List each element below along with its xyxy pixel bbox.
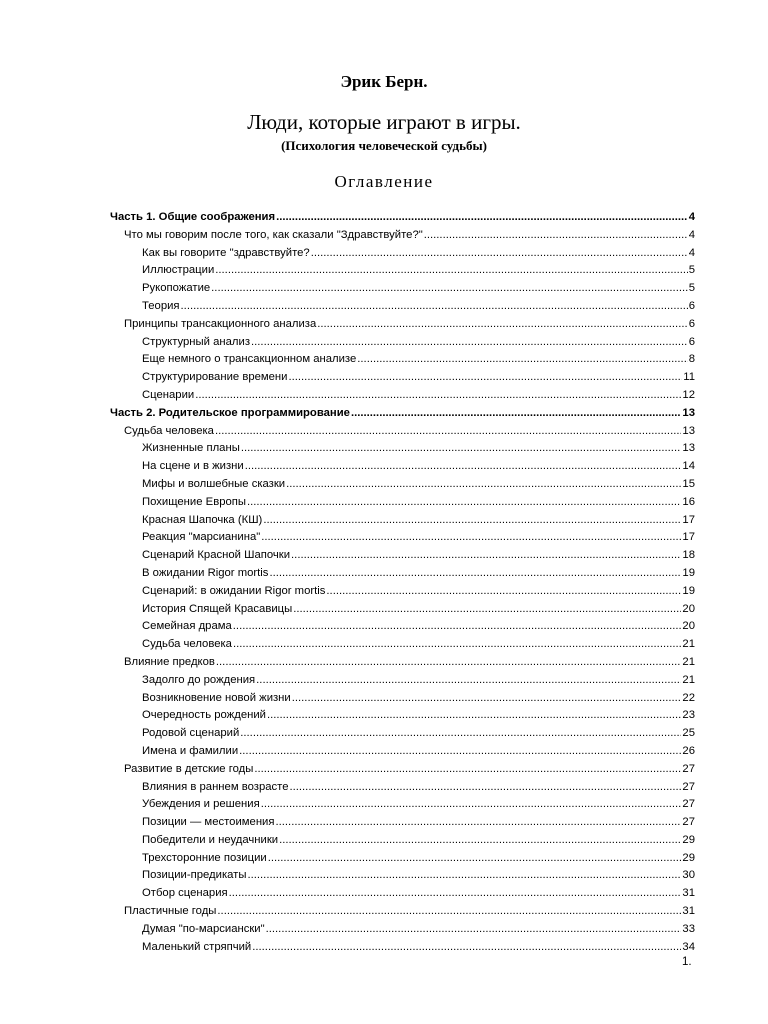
toc-entry-title: Еще немного о трансакционном анализе [142,353,357,366]
toc-entry-title: Семейная драма [142,620,232,633]
toc-entry-title: Родовой сценарий [142,727,240,740]
toc-dot-leader [239,743,681,761]
toc-entry-page: 29 [682,833,695,846]
toc-entry[interactable] [110,387,695,405]
toc-entry-title: Позиции — местоимения [142,816,275,829]
toc-heading: Оглавление [334,172,434,191]
toc-entry-title: Убеждения и решения [142,798,260,811]
toc-dot-leader [263,512,681,530]
toc-entry-page: 13 [682,442,695,455]
toc-entry[interactable] [110,334,695,352]
toc-entry-page: 19 [682,566,695,579]
toc-entry-page: 20 [682,620,695,633]
toc-dot-leader [267,707,681,725]
toc-entry-title: Принципы трансакционного анализа [124,317,317,330]
toc-dot-leader [229,885,682,903]
toc-dot-leader [276,209,688,227]
toc-dot-leader [261,796,682,814]
toc-dot-leader [293,601,681,619]
toc-entry-page: 14 [682,460,695,473]
toc-entry[interactable] [110,298,695,316]
toc-entry-title: Трехсторонние позиции [142,851,267,864]
toc-entry-page: 12 [682,388,695,401]
toc-entry[interactable] [110,601,695,619]
toc-entry-page: 21 [682,655,695,668]
toc-entry-page: 26 [682,744,695,757]
toc-dot-leader [326,583,681,601]
toc-entry[interactable] [110,885,695,903]
toc-entry-page: 4 [688,228,695,241]
toc-dot-leader [247,867,681,885]
toc-entry[interactable] [110,245,695,263]
toc-entry[interactable] [110,529,695,547]
toc-entry-page: 8 [688,353,695,366]
toc-dot-leader [215,423,681,441]
toc-entry-page: 34 [682,940,695,953]
toc-dot-leader [266,921,682,939]
toc-entry-title: Возникновение новой жизни [142,691,291,704]
toc-entry-page: 19 [682,584,695,597]
toc-entry-page: 18 [682,549,695,562]
toc-entry-title: Маленький стряпчий [142,940,252,953]
toc-entry-title: Очередность рождений [142,709,266,722]
toc-entry-page: 27 [682,816,695,829]
toc-entry[interactable] [110,351,695,369]
toc-entry[interactable] [110,725,695,743]
toc-dot-leader [241,440,682,458]
toc-entry-title: Мифы и волшебные сказки [142,477,286,490]
toc-entry-page: 15 [682,477,695,490]
toc-entry-page: 5 [688,264,695,277]
toc-entry-title: Сценарий: в ожидании Rigor mortis [142,584,326,597]
toc-entry-page: 13 [682,424,695,437]
toc-entry-title: Иллюстрации [142,264,215,277]
toc-entry-title: Задолго до рождения [142,673,256,686]
toc-dot-leader [256,672,681,690]
toc-entry-title: Похищение Европы [142,495,246,508]
toc-dot-leader [288,369,682,387]
toc-entry[interactable] [110,903,695,921]
toc-entry-title: Часть 2. Родительское программирование [110,406,350,419]
toc-dot-leader [217,903,681,921]
toc-entry[interactable] [110,921,695,939]
toc-entry-page: 30 [682,869,695,882]
toc-entry-title: Сценарий Красной Шапочки [142,549,291,562]
toc-entry[interactable] [110,743,695,761]
toc-dot-leader [195,387,681,405]
toc-dot-leader [233,636,681,654]
toc-entry-page: 21 [682,673,695,686]
book-subtitle: (Психология человеческой судьбы) [281,138,487,153]
toc-entry[interactable] [110,512,695,530]
toc-dot-leader [279,832,681,850]
toc-entry-page: 23 [682,709,695,722]
toc-entry[interactable] [110,690,695,708]
toc-entry[interactable] [110,796,695,814]
toc-entry[interactable] [110,476,695,494]
toc-entry-title: Структурный анализ [142,335,251,348]
toc-entry[interactable] [110,779,695,797]
toc-entry[interactable] [110,654,695,672]
toc-entry-page: 13 [682,406,695,419]
toc-entry-page: 22 [682,691,695,704]
toc-entry-title: История Спящей Красавицы [142,602,293,615]
toc-entry-page: 27 [682,798,695,811]
toc-dot-leader [269,565,681,583]
toc-entry[interactable] [110,227,695,245]
toc-entry-title: Теория [142,299,180,312]
toc-entry-page: 11 [683,371,695,384]
toc-entry[interactable] [110,565,695,583]
toc-entry-page: 27 [682,762,695,775]
toc-entry[interactable] [110,672,695,690]
toc-entry[interactable] [110,547,695,565]
toc-entry-title: Имена и фамилии [142,744,239,757]
toc-dot-leader [292,690,682,708]
toc-entry-title: Думая "по-марсиански" [142,922,265,935]
toc-entry[interactable] [110,867,695,885]
toc-dot-leader [317,316,687,334]
toc-entry-title: Красная Шапочка (КШ) [142,513,263,526]
toc-entry-title: Часть 1. Общие соображения [110,211,276,223]
toc-entry-page: 27 [682,780,695,793]
toc-dot-leader [251,334,688,352]
toc-entry-page: 21 [682,638,695,651]
toc-entry[interactable] [110,583,695,601]
toc-entry-title: Пластичные годы [124,905,217,918]
toc-entry-page: 29 [682,851,695,864]
toc-entry-title: На сцене и в жизни [142,460,244,473]
toc-dot-leader [291,547,681,565]
toc-dot-leader [286,476,681,494]
book-title: Люди, которые играют в игры. [247,110,521,134]
author-name: Эрик Берн. [340,72,428,91]
toc-dot-leader [181,298,688,316]
toc-dot-leader [311,245,688,263]
toc-entry-title: Судьба человека [142,638,232,651]
toc-entry[interactable] [110,814,695,832]
toc-entry[interactable] [110,262,695,280]
toc-dot-leader [215,262,687,280]
toc-entry-page: 6 [688,299,695,312]
toc-entry-page: 16 [682,495,695,508]
toc-entry-page: 6 [688,335,695,348]
toc-dot-leader [247,494,681,512]
toc-dot-leader [351,405,681,423]
toc-entry[interactable] [110,707,695,725]
toc-dot-leader [254,761,681,779]
toc-entry-page: 6 [688,317,695,330]
toc-entry-page: 20 [682,602,695,615]
toc-entry[interactable] [110,939,695,957]
toc-entry-title: Как вы говорите "здравствуйте? [142,246,310,259]
toc-dot-leader [357,351,687,369]
toc-entry[interactable] [110,369,695,387]
toc-dot-leader [276,814,682,832]
toc-entry-title: Что мы говорим после того, как сказали "Здравствуйте?" [124,228,423,241]
toc-entry[interactable] [110,832,695,850]
toc-entry-title: В ожидании Rigor mortis [142,566,269,579]
toc-entry[interactable] [110,618,695,636]
toc-dot-leader [289,779,681,797]
toc-dot-leader [424,227,688,245]
toc-dot-leader [268,850,682,868]
toc-entry-page: 31 [682,887,695,900]
toc-dot-leader [252,939,681,957]
toc-entry-page: 5 [688,282,695,295]
toc-entry-page: 17 [682,513,695,526]
toc-entry[interactable] [110,761,695,779]
toc-entry-page: 4 [688,246,695,259]
page-number: 1. [682,956,692,968]
toc-dot-leader [211,280,688,298]
toc-entry-title: Структурирование времени [142,371,288,384]
toc-entry-title: Влияние предков [124,655,215,668]
toc-entry[interactable] [110,405,695,423]
toc-entry[interactable] [110,458,695,476]
toc-entry-page: 17 [682,531,695,544]
table-of-contents [110,209,695,956]
toc-entry[interactable] [110,636,695,654]
toc-entry-page: 4 [688,211,695,223]
toc-entry-title: Реакция "марсианина" [142,531,261,544]
toc-entry[interactable] [110,423,695,441]
toc-entry[interactable] [110,280,695,298]
toc-entry-title: Развитие в детские годы [124,762,254,775]
toc-dot-leader [245,458,682,476]
toc-entry[interactable] [110,850,695,868]
toc-entry-title: Жизненные планы [142,442,240,455]
toc-entry-page: 33 [682,922,695,935]
toc-entry-title: Рукопожатие [142,282,211,295]
toc-entry[interactable] [110,494,695,512]
toc-entry-title: Победители и неудачники [142,833,279,846]
toc-entry-page: 31 [682,905,695,918]
toc-entry[interactable] [110,440,695,458]
toc-entry-page: 25 [682,727,695,740]
toc-entry-title: Позиции-предикаты [142,869,247,882]
toc-dot-leader [261,529,681,547]
toc-entry[interactable] [110,316,695,334]
toc-entry-title: Отбор сценария [142,887,228,900]
toc-entry-title: Сценарии [142,388,195,401]
toc-dot-leader [233,618,682,636]
toc-entry-title: Влияния в раннем возрасте [142,780,289,793]
toc-dot-leader [216,654,682,672]
toc-entry-title: Судьба человека [124,424,214,437]
toc-dot-leader [240,725,681,743]
toc-entry[interactable] [110,209,695,227]
